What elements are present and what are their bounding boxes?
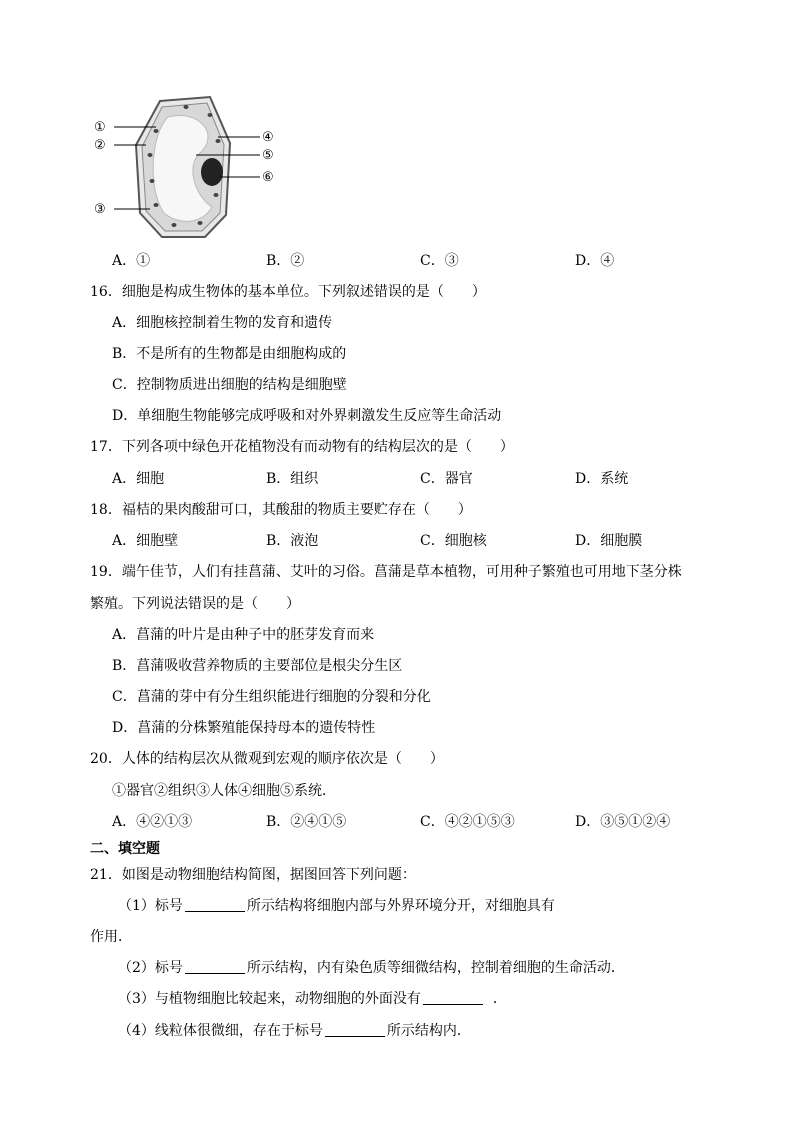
label-6: ⑥: [262, 170, 274, 185]
q16-option-b[interactable]: B．不是所有的生物都是由细胞构成的: [112, 346, 347, 362]
q17-option-c[interactable]: C．器官: [420, 471, 473, 487]
plant-cell-figure: [90, 95, 290, 245]
q19-option-b[interactable]: B．菖蒲吸收营养物质的主要部位是根尖分生区: [112, 658, 403, 674]
label-4: ④: [262, 130, 274, 145]
q20-option-c[interactable]: C．④②①⑤③: [420, 814, 515, 830]
q21-part3-prefix: （3）与植物细胞比较起来，动物细胞的外面没有: [118, 991, 421, 1007]
q21-part4: [118, 1020, 471, 1040]
section-title: 二、填空题: [90, 841, 160, 857]
q20-option-b[interactable]: B．②④①⑤: [266, 814, 347, 830]
q17-option-a[interactable]: A．细胞: [112, 471, 165, 487]
q16-option-d[interactable]: D．单细胞生物能够完成呼吸和对外界刺激发生反应等生命活动: [112, 408, 502, 424]
q19-option-c[interactable]: C．菖蒲的芽中有分生组织能进行细胞的分裂和分化: [112, 689, 431, 705]
q17-stem: 17．下列各项中绿色开花植物没有而动物有的结构层次的是（ ）: [90, 439, 514, 455]
q19-stem-line1: 19．端午佳节，人们有挂菖蒲、艾叶的习俗。菖蒲是草本植物，可用种子繁殖也可用地下茎分株: [90, 564, 682, 580]
nucleus: [201, 158, 223, 186]
label-3: ③: [94, 202, 106, 217]
q18-option-b[interactable]: B．液泡: [266, 533, 319, 549]
label-5: ⑤: [262, 148, 274, 163]
q15-option-c[interactable]: C．③: [420, 253, 459, 269]
q21-part2-prefix: （2）标号: [118, 960, 183, 976]
q21-blank-4[interactable]: [325, 1022, 385, 1037]
q21-blank-1[interactable]: [185, 897, 245, 912]
q20-option-a[interactable]: A．④②①③: [112, 814, 193, 830]
q21-part1: [118, 895, 555, 915]
q20-items: ①器官②组织③人体④细胞⑤系统．: [112, 783, 336, 799]
q21-part1-cont: 作用．: [90, 929, 132, 945]
q21-part1-prefix: （1）标号: [118, 898, 183, 914]
q21-part3: [118, 988, 507, 1008]
q17-option-d[interactable]: D．系统: [575, 471, 629, 487]
q19-option-a[interactable]: A．菖蒲的叶片是由种子中的胚芽发育而来: [112, 627, 375, 643]
q16-option-a[interactable]: A．细胞核控制着生物的发育和遗传: [112, 315, 333, 331]
q15-option-b[interactable]: B．②: [266, 253, 305, 269]
q21-part4-text: 所示结构内．: [386, 1023, 471, 1039]
q18-option-c[interactable]: C．细胞核: [420, 533, 487, 549]
q21-part4-prefix: （4）线粒体很微细，存在于标号: [118, 1023, 323, 1039]
q15-option-d[interactable]: D．④: [575, 253, 615, 269]
q19-stem-line2: 繁殖。下列说法错误的是（ ）: [90, 596, 300, 612]
q16-stem: 16．细胞是构成生物体的基本单位。下列叙述错误的是（ ）: [90, 284, 486, 300]
q18-option-a[interactable]: A．细胞壁: [112, 533, 179, 549]
q15-option-a[interactable]: A．①: [112, 253, 151, 269]
q21-part2: [118, 957, 625, 977]
q21-part2-text: 所示结构，内有染色质等细微结构，控制着细胞的生命活动．: [246, 960, 625, 976]
q21-part1-text: 所示结构将细胞内部与外界环境分开，对细胞具有: [246, 898, 555, 914]
label-1: ①: [94, 120, 106, 135]
q21-blank-3[interactable]: [423, 990, 483, 1005]
q21-part3-suffix: ．: [492, 991, 507, 1007]
q17-option-b[interactable]: B．组织: [266, 471, 319, 487]
label-2: ②: [94, 138, 106, 153]
q21-stem: 21．如图是动物细胞结构简图，据图回答下列问题：: [90, 867, 416, 883]
q20-option-d[interactable]: D．③⑤①②④: [575, 814, 671, 830]
q18-stem: 18．福桔的果肉酸甜可口，其酸甜的物质主要贮存在（ ）: [90, 502, 472, 518]
q21-blank-2[interactable]: [185, 959, 245, 974]
q19-option-d[interactable]: D．菖蒲的分株繁殖能保持母本的遗传特性: [112, 720, 376, 736]
q18-option-d[interactable]: D．细胞膜: [575, 533, 643, 549]
q20-stem: 20．人体的结构层次从微观到宏观的顺序依次是（ ）: [90, 751, 444, 767]
q16-option-c[interactable]: C．控制物质进出细胞的结构是细胞壁: [112, 377, 347, 393]
